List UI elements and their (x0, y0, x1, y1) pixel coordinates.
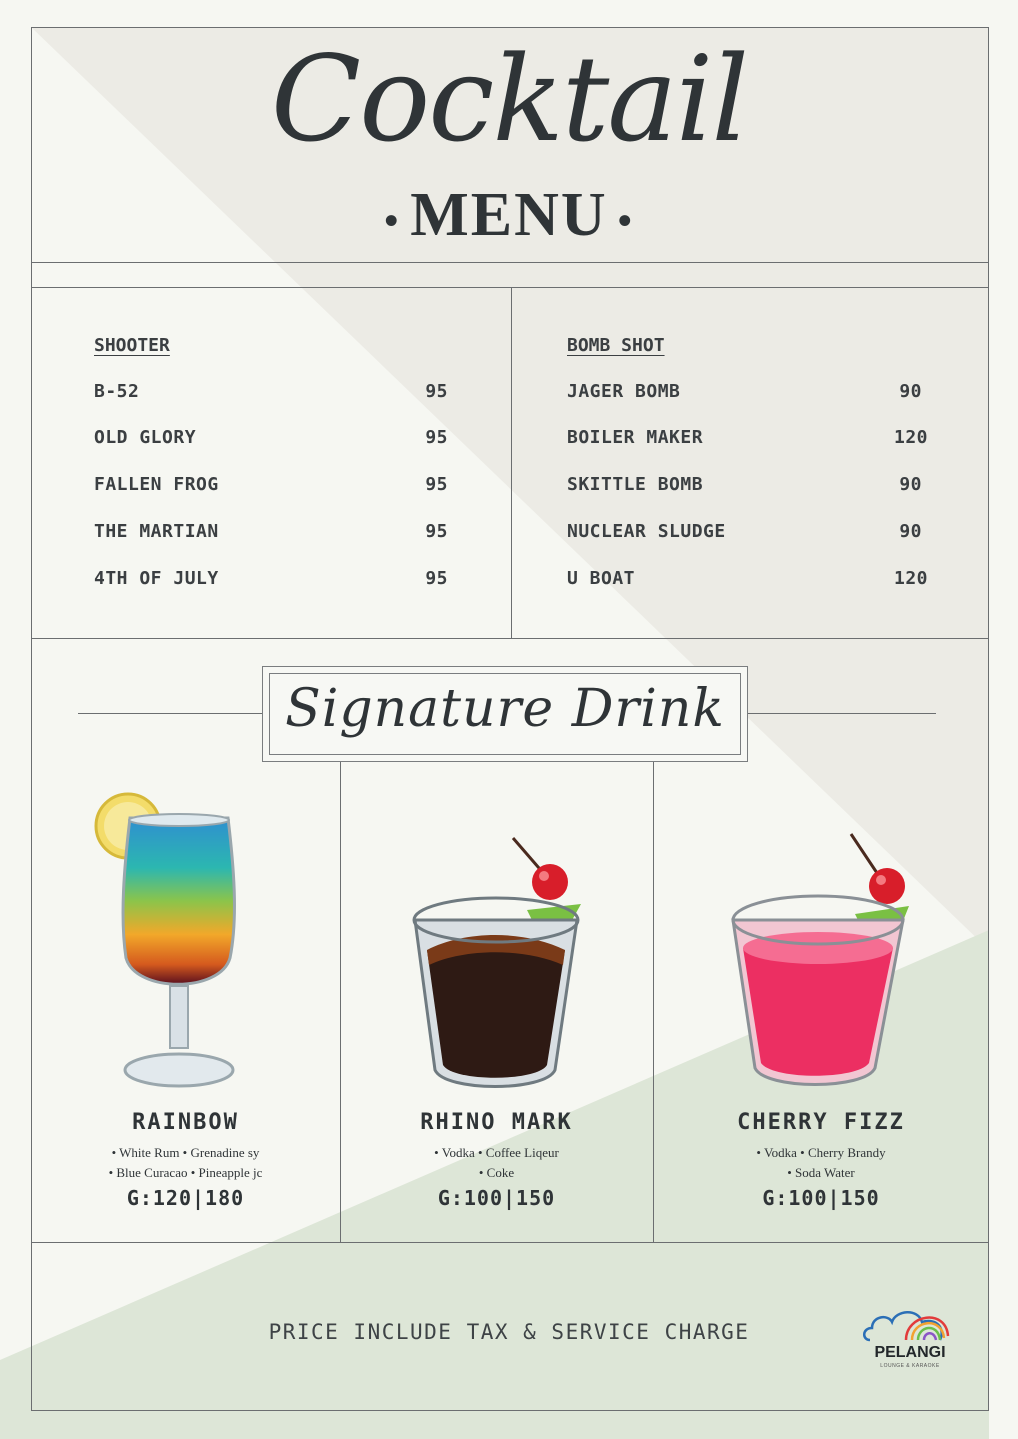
drink-name: RHINO MARK (420, 1110, 573, 1135)
signature-title: Signature Drink (285, 679, 725, 739)
item-name: 4TH OF JULY (94, 568, 219, 589)
item-name: SKITTLE BOMB (567, 474, 704, 495)
drink-price: G:100|150 (762, 1186, 880, 1210)
dot-left-icon: • (384, 198, 401, 244)
ingredients-line: • Vodka • Cherry Brandy (756, 1145, 886, 1160)
signature-title-box (262, 666, 748, 762)
drink-name: CHERRY FIZZ (737, 1110, 905, 1135)
item-price: 95 (425, 521, 448, 542)
drink-price: G:100|150 (437, 1186, 556, 1210)
shooter-heading: SHOOTER (94, 335, 170, 356)
ingredients-line: • White Rum • Grenadine sy (111, 1145, 260, 1160)
logo-tagline: LOUNGE & KARAOKE (880, 1363, 940, 1369)
divider-header-bottom (31, 287, 989, 288)
item-name: U BOAT (567, 568, 636, 589)
menu-subtitle (0, 180, 1018, 251)
ingredients-line: • Soda Water (787, 1165, 855, 1180)
cloud-rainbow-icon (862, 1300, 958, 1344)
item-price: 95 (425, 427, 448, 448)
pink-rocks-glass-icon (725, 828, 915, 1098)
ingredients-line: • Blue Curacao • Pineapple jc (108, 1165, 263, 1180)
ingredients-line: • Vodka • Coffee Liqeur (434, 1145, 559, 1160)
menu-script-title: Cocktail (270, 30, 748, 168)
item-price: 90 (899, 381, 922, 402)
item-price: 90 (899, 521, 922, 542)
item-name: BOILER MAKER (567, 427, 704, 448)
price-note: PRICE INCLUDE TAX & SERVICE CHARGE (268, 1320, 750, 1344)
item-name: OLD GLORY (94, 427, 197, 448)
item-name: JAGER BOMB (567, 381, 681, 402)
item-price: 95 (425, 381, 448, 402)
divider-columns (511, 287, 512, 638)
drink-price: G:120|180 (126, 1186, 245, 1210)
divider-signature-left (78, 713, 262, 714)
item-name: B-52 (94, 381, 140, 402)
item-price: 120 (893, 427, 928, 448)
item-name: NUCLEAR SLUDGE (567, 521, 726, 542)
divider-signature-right (748, 713, 936, 714)
dot-right-icon: • (617, 198, 634, 244)
drink-name: RAINBOW (132, 1110, 239, 1135)
rainbow-cocktail-glass-icon (88, 788, 248, 1098)
ingredients-line: • Coke (478, 1165, 515, 1180)
divider-drink-1 (340, 762, 341, 1242)
item-price: 95 (425, 568, 448, 589)
item-price: 90 (899, 474, 922, 495)
logo-wordmark: PELANGI (874, 1344, 946, 1361)
menu-subtitle-text: MENU (410, 181, 608, 249)
item-price: 95 (425, 474, 448, 495)
divider-list-bottom (31, 638, 989, 639)
item-name: FALLEN FROG (94, 474, 219, 495)
item-name: THE MARTIAN (94, 521, 219, 542)
item-price: 120 (893, 568, 928, 589)
divider-drink-2 (653, 762, 654, 1242)
bomb-shot-heading: BOMB SHOT (567, 335, 665, 356)
divider-header-top (31, 262, 989, 263)
cola-rocks-glass-icon (405, 830, 590, 1100)
divider-footer (31, 1242, 989, 1243)
pelangi-logo (862, 1300, 958, 1372)
